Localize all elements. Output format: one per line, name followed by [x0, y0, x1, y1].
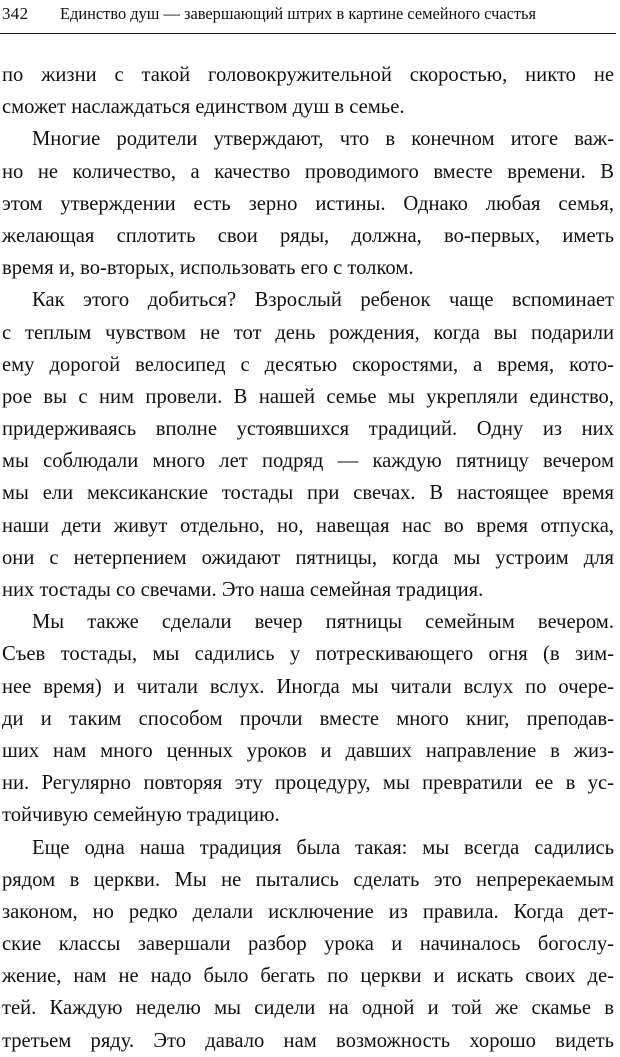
- running-title: Единство душ — завершающий штрих в картине семейного счастья: [60, 4, 537, 23]
- text-line: Мы также сделали вечер пятницы семейным вечером.: [32, 611, 614, 634]
- text-line: ди и таким способом прочли вместе много книг, преподав-: [2, 707, 614, 730]
- text-line: Многие родители утверждают, что в конечном итоге важ-: [32, 128, 614, 151]
- text-line: рое вы с ним провели. В нашей семье мы укрепляли единство,: [2, 385, 614, 408]
- paragraph: [2, 123, 614, 284]
- text-line: ни. Регулярно повторяя эту процедуру, мы превратили ее в ус-: [2, 772, 614, 795]
- paragraph: [2, 284, 614, 606]
- text-line: тойчивую семейную традицию.: [2, 804, 280, 827]
- text-line: ему дорогой велосипед с десятью скоростями, а время, кото-: [2, 353, 614, 376]
- paragraph: [2, 606, 614, 831]
- text-line: сможет наслаждаться единством душ в семье.: [2, 96, 405, 119]
- text-line: ские классы завершали разбор урока и начиналось богослу-: [2, 933, 614, 956]
- text-line: законом, но редко делали исключение из правила. Когда дет-: [2, 900, 614, 923]
- text-line: этом утверждении есть зерно истины. Однако любая семья,: [2, 192, 614, 215]
- text-line: придерживаясь вполне устоявшихся традиций. Одну из них: [2, 418, 614, 441]
- text-line: желающая сплотить свои ряды, должна, во-первых, иметь: [2, 224, 614, 247]
- text-line: Как этого добиться? Взрослый ребенок чаще вспоминает: [32, 289, 614, 312]
- text-line: нее время) и читали вслух. Иногда мы читали вслух по очере-: [2, 675, 614, 698]
- paragraph: [2, 59, 614, 123]
- paragraph: [2, 832, 614, 1057]
- text-line: Съев тостады, мы садились у потрескивающего огня (в зим-: [2, 643, 614, 666]
- text-line: мы соблюдали много лет подряд — каждую пятницу вечером: [2, 450, 614, 473]
- text-line: третьем ряду. Это давало нам возможность хорошо видеть: [2, 1029, 614, 1052]
- text-line: жение, нам не надо было бегать по церкви и искать своих де-: [2, 965, 614, 988]
- text-line: с теплым чувством не тот день рождения, когда вы подарили: [2, 321, 614, 344]
- text-line: время и, во-вторых, использовать его с толком.: [2, 257, 414, 280]
- header-rule: [0, 33, 616, 34]
- text-line: мы ели мексиканские тостады при свечах. В настоящее время: [2, 482, 614, 505]
- text-line: Еще одна наша традиция была такая: мы всегда садились: [32, 836, 614, 859]
- text-line: наши дети живут отдельно, но, навещая нас во время отпуска,: [2, 514, 614, 537]
- text-line: ших нам много ценных уроков и давших направление в жиз-: [2, 739, 614, 762]
- text-line: по жизни с такой головокружительной скоростью, никто не: [2, 64, 614, 86]
- text-line: они с нетерпением ожидают пятницы, когда мы устроим для: [2, 546, 614, 569]
- text-line: рядом в церкви. Мы не пытались сделать это непререкаемым: [2, 868, 614, 891]
- body-text: [2, 59, 614, 1057]
- page-number: 342: [2, 4, 29, 23]
- running-header: [2, 0, 614, 30]
- text-line: тей. Каждую неделю мы сидели на одной и той же скамье в: [2, 997, 614, 1020]
- text-line: них тостады со свечами. Это наша семейная традиция.: [2, 579, 484, 601]
- text-line: но не количество, а качество проводимого вместе времени. В: [2, 160, 614, 183]
